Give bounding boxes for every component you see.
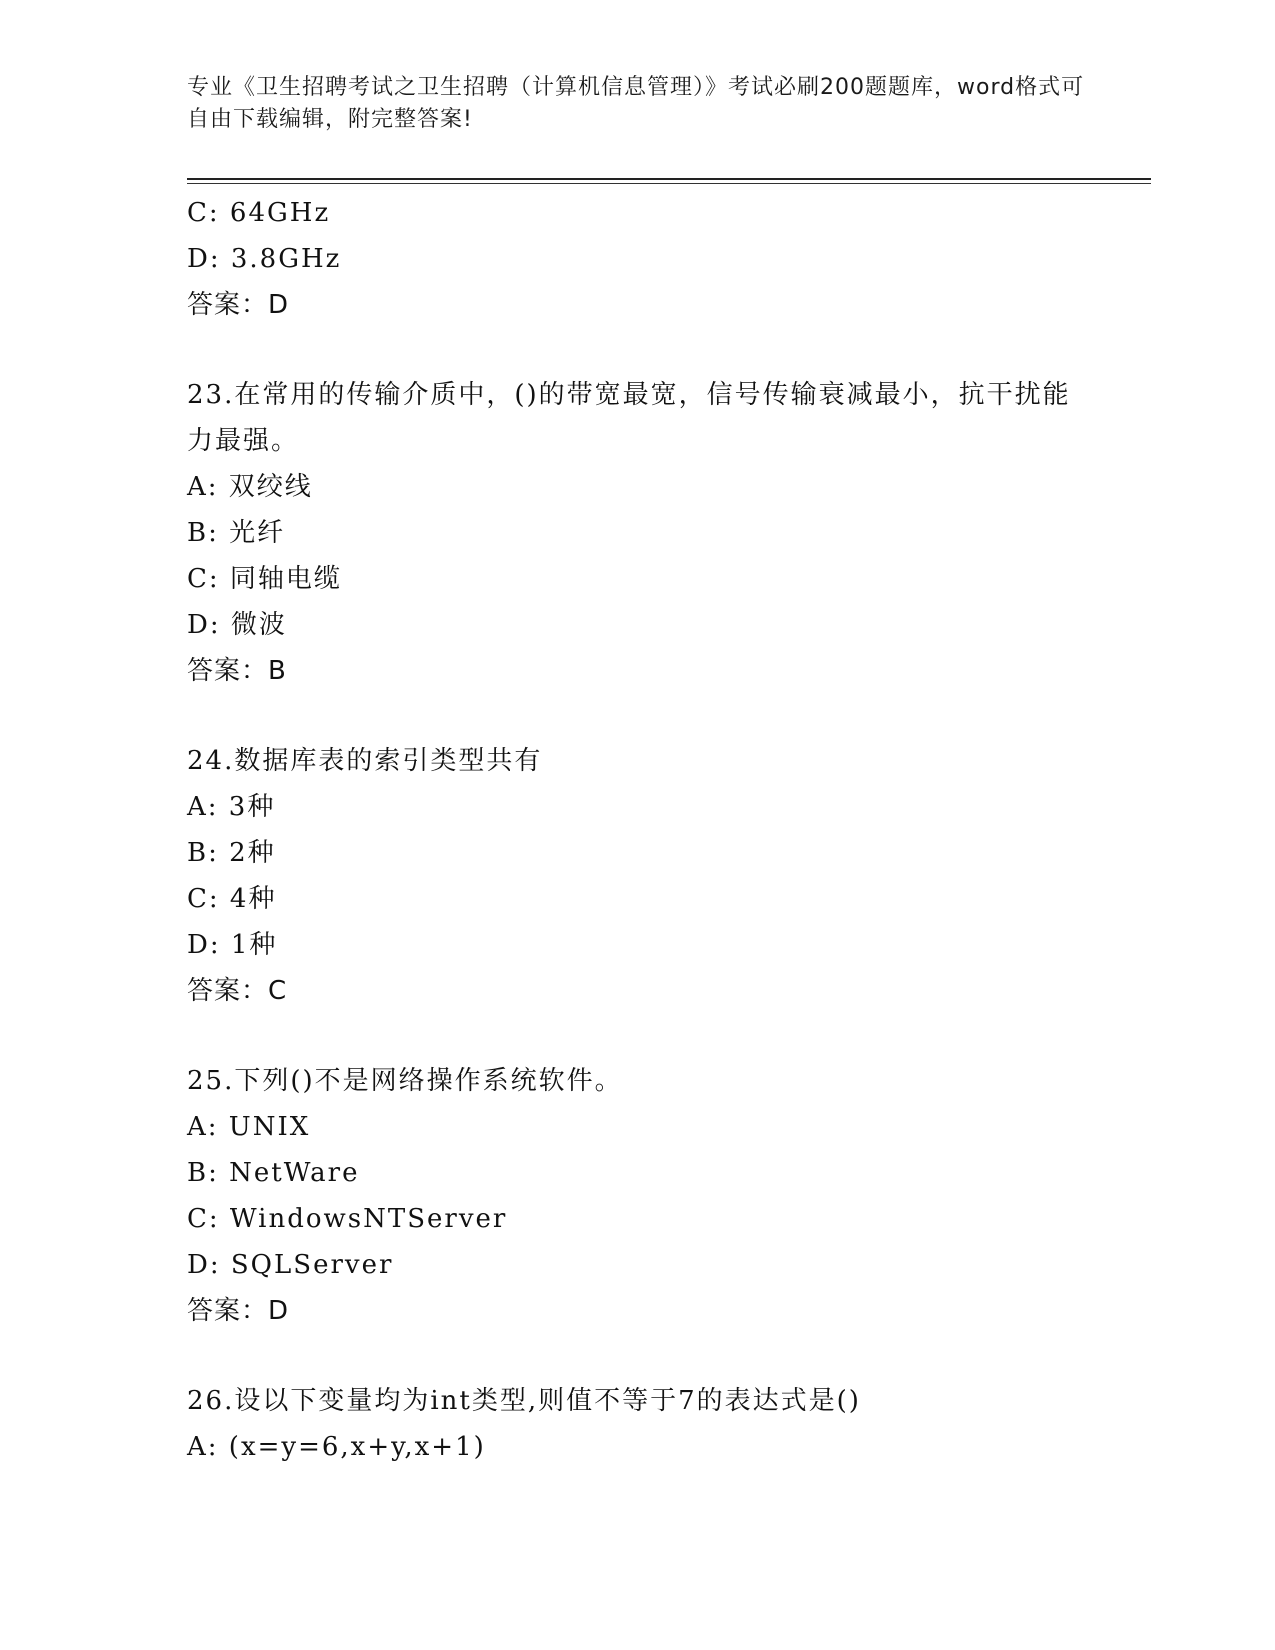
option-c: C: 64GHz	[187, 198, 331, 228]
header-text: 专业《卫生招聘考试之卫生招聘（计算机信息管理）》考试必刷200题题库，word格式可自由下载编辑，附完整答案!	[187, 75, 1085, 132]
option-d: D: 3.8GHz	[187, 244, 342, 274]
option-a: A: (x=y=6,x+y,x+1)	[187, 1432, 486, 1462]
option-c: C: WindowsNTServer	[187, 1204, 508, 1234]
document-header	[187, 72, 1087, 136]
option-b: B: NetWare	[187, 1158, 360, 1188]
option-d: D: SQLServer	[187, 1250, 394, 1280]
option-a: A: 双绞线	[187, 472, 313, 502]
question-25	[187, 1058, 1107, 1334]
option-c: C: 同轴电缆	[187, 564, 342, 594]
answer-line: 答案：D	[187, 290, 290, 320]
question-24	[187, 738, 1107, 1014]
question-stem: 25.下列()不是网络操作系统软件。	[187, 1066, 623, 1096]
header-divider-thin	[187, 183, 1151, 184]
question-26	[187, 1378, 1107, 1470]
question-stem: 23.在常用的传输介质中，()的带宽最宽，信号传输衰减最小，抗干扰能力最强。	[187, 380, 1071, 456]
question-list	[187, 188, 1107, 1470]
option-a: A: 3种	[187, 792, 276, 822]
option-a: A: UNIX	[187, 1112, 311, 1142]
answer-line: 答案：B	[187, 656, 287, 686]
option-b: B: 2种	[187, 838, 276, 868]
header-divider	[187, 178, 1151, 180]
option-d: D: 微波	[187, 610, 287, 640]
option-c: C: 4种	[187, 884, 277, 914]
question-stem: 24.数据库表的索引类型共有	[187, 746, 543, 776]
option-d: D: 1种	[187, 930, 278, 960]
answer-line: 答案：C	[187, 976, 288, 1006]
option-b: B: 光纤	[187, 518, 286, 548]
answer-line: 答案：D	[187, 1296, 290, 1326]
question-stem: 26.设以下变量均为int类型,则值不等于7的表达式是()	[187, 1386, 861, 1416]
question-23	[187, 372, 1107, 694]
